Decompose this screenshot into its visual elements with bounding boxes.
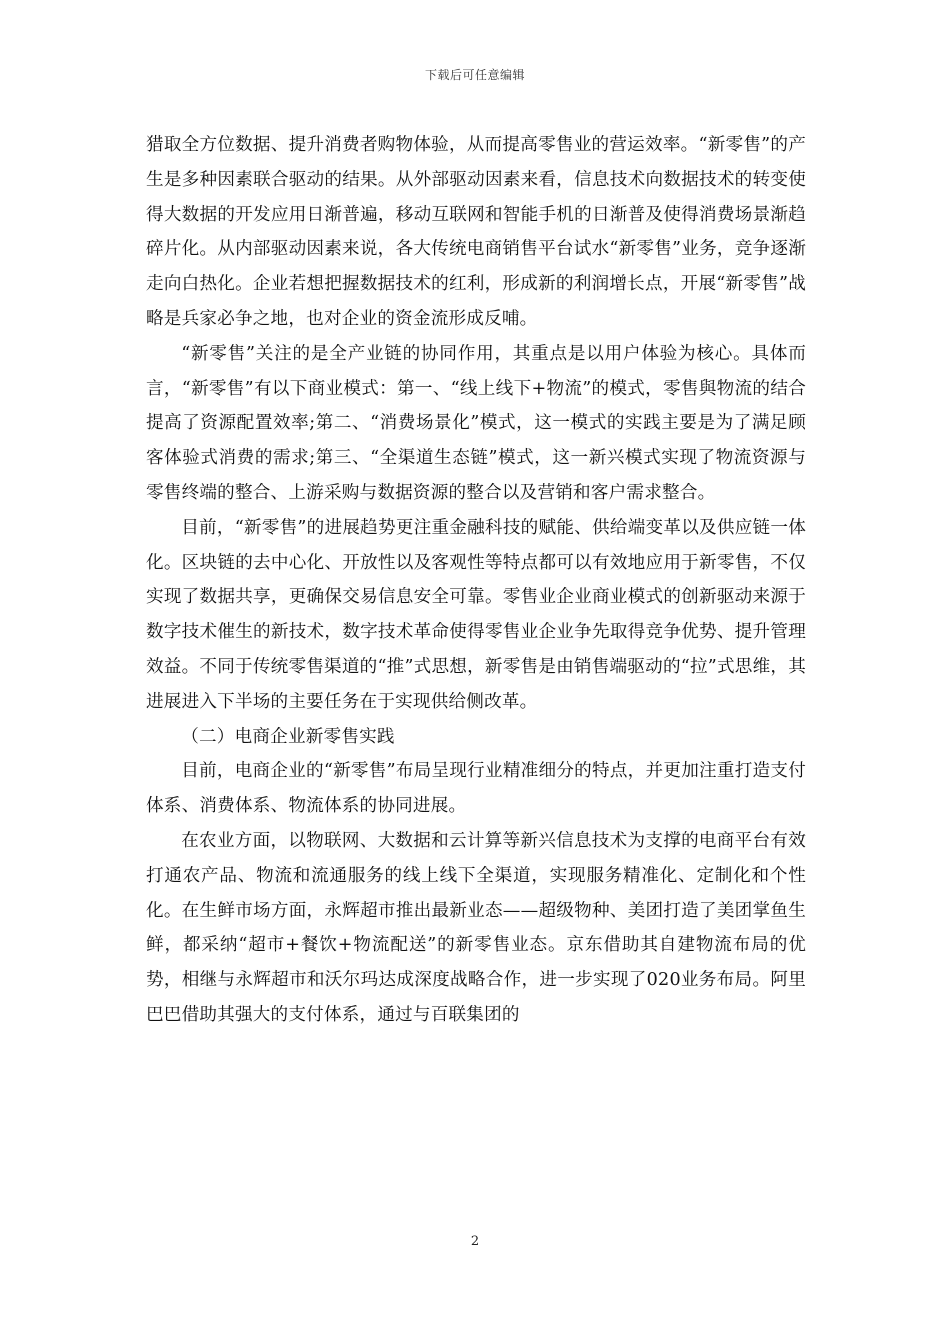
paragraph-trends: 目前，“新零售”的进展趋势更注重金融科技的赋能、供给端变革以及供应链一体化。区块链的去中心化、开放性以及客观性等特点都可以有效地应用于新零售，不仅实现了数据共享，更确保交易信息安全可靠。零售业企业商业模式的创新驱动来源于数字技术催生的新技术，数字技术革命使得零售业企业争先取得竞争优势、提升管理效益。不同于传统零售渠道的“推”式思想，新零售是由销售端驱动的“拉”式思维，其进展进入下半场的主要任务在于实现供给侧改革。 <box>146 517 806 712</box>
paragraph-ecommerce-layout: 目前，电商企业的“新零售”布局呈现行业精准细分的特点，并更加注重打造支付体系、消费体系、物流体系的协同进展。 <box>146 761 806 817</box>
page-header: 下载后可任意编辑 <box>424 68 525 82</box>
paragraph-continued: 猎取全方位数据、提升消费者购物体验，从而提高零售业的营运效率。“新零售”的产生是多种因素联合驱动的结果。从外部驱动因素来看，信息技术向数据技术的转变使得大数据的开发应用日渐普遍，移动互联网和智能手机的日渐普及使得消费场景渐趋碎片化。从内部驱动因素来说，各大传统电商销售平台试水“新零售”业务，竞争逐渐走向白热化。企业若想把握数据技术的红利，形成新的利润增长点，开展“新零售”战略是兵家必争之地，也对企业的资金流形成反哺。 <box>146 135 806 329</box>
page-number: 2 <box>470 1234 480 1249</box>
section-heading: （二）电商企业新零售实践 <box>181 726 395 747</box>
paragraph-agriculture-fresh: 在农业方面，以物联网、大数据和云计算等新兴信息技术为支撑的电商平台有效打通农产品、物流和流通服务的线上线下全渠道，实现服务精准化、定制化和个性化。在生鲜市场方面，永辉超市推出最新业态——超级物种、美团打造了美团掌鱼生鲜，都采纳“超市+餐饮+物流配送”的新零售业态。京东借助其自建物流布局的优势，相继与永辉超市和沃尔玛达成深度战略合作，进一步实现了020业务布局。阿里巴巴借助其强大的支付体系，通过与百联集团的 <box>146 830 806 1025</box>
paragraph-business-models: “新零售”关注的是全产业链的协同作用，其重点是以用户体验为核心。具体而言，“新零售”有以下商业模式：第一、“线上线下+物流”的模式，零售與物流的结合提高了资源配置效率;第二、“消费场景化”模式，这一模式的实践主要是为了满足顾客体验式消费的需求;第三、“全渠道生态链”模式，这一新兴模式实现了物流资源与零售终端的整合、上游采购与数据资源的整合以及营销和客户需求整合。 <box>146 343 806 503</box>
document-body <box>146 128 806 1033</box>
